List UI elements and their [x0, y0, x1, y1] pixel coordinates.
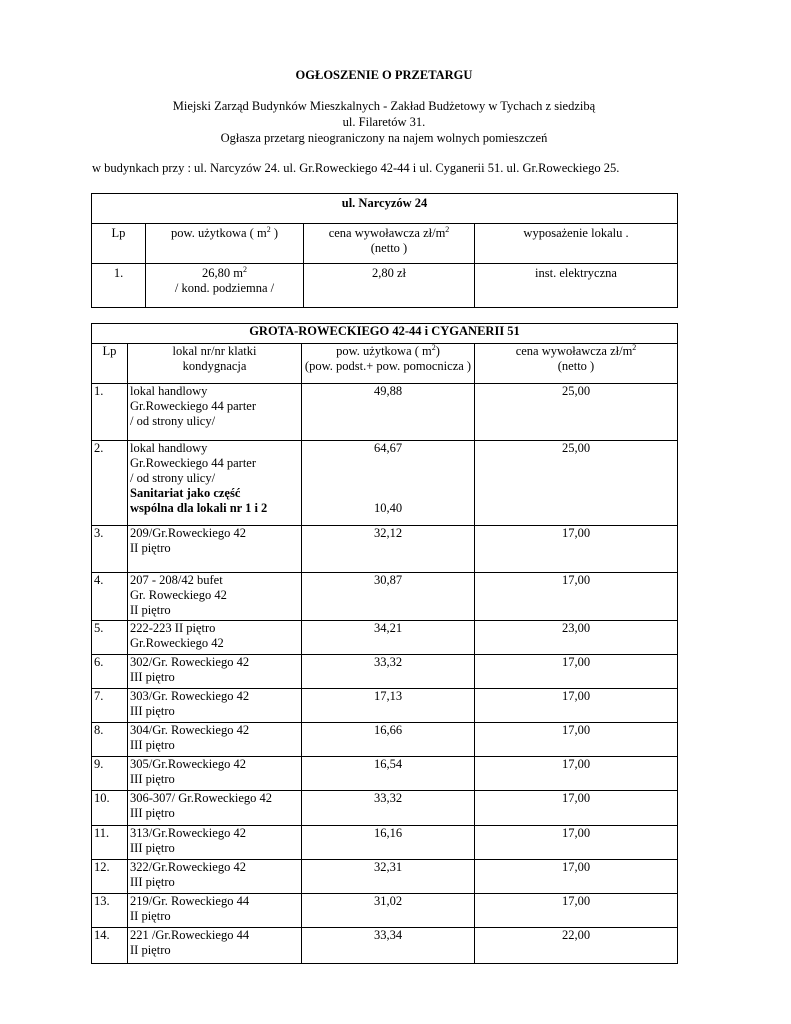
row-lp: 3.	[92, 526, 128, 573]
row-area-sup: 2	[242, 264, 247, 274]
header-price-text: cena wywoławcza zł/m	[328, 226, 446, 240]
table-row	[92, 791, 678, 826]
table-row	[92, 526, 678, 573]
row-equipment: inst. elektryczna	[475, 264, 678, 308]
row-area: 32,31	[302, 860, 475, 894]
header-area	[146, 224, 304, 264]
row-local-line: / od strony ulicy/	[130, 414, 216, 428]
row-area: 30,87	[302, 573, 475, 621]
header-local	[128, 344, 302, 384]
table-row	[92, 860, 678, 894]
row-local	[128, 621, 302, 655]
row-local-line: III piętro	[130, 772, 175, 786]
row-lp: 6.	[92, 655, 128, 689]
header-local-line-2: kondygnacja	[182, 359, 247, 373]
row-lp: 5.	[92, 621, 128, 655]
row-area: 34,21	[302, 621, 475, 655]
row-lp: 7.	[92, 689, 128, 723]
row-local-line: / od strony ulicy/	[130, 471, 216, 485]
table-row	[92, 757, 678, 791]
row-lp: 1.	[92, 384, 128, 441]
intro-block	[0, 98, 768, 146]
table-row	[92, 655, 678, 689]
row-area: 16,54	[302, 757, 475, 791]
row-local	[128, 384, 302, 441]
row-price: 25,00	[475, 441, 678, 526]
row-price: 17,00	[475, 791, 678, 826]
row-local	[128, 723, 302, 757]
row-local	[128, 441, 302, 526]
header-area-sup: 2	[266, 224, 271, 234]
roweckiego-table-heading	[92, 324, 678, 344]
table-row	[92, 621, 678, 655]
table-row	[92, 384, 678, 441]
row-lp: 10.	[92, 791, 128, 826]
table-row	[92, 826, 678, 860]
buildings-line: w budynkach przy : ul. Narcyzów 24. ul. Gr.Roweckiego 42-44 i ul. Cyganerii 51. ul. Gr.Roweckiego 25.	[92, 161, 620, 175]
header-price-sup: 2	[632, 342, 637, 352]
row-area	[302, 441, 475, 526]
row-local	[128, 826, 302, 860]
row-lp: 13.	[92, 894, 128, 928]
header-equipment: wyposażenie lokalu .	[475, 224, 678, 264]
header-price-line-2: (netto )	[557, 359, 595, 373]
row-price: 17,00	[475, 689, 678, 723]
narcyzow-header-row	[92, 224, 678, 264]
narcyzow-table	[91, 193, 678, 308]
table-row	[92, 689, 678, 723]
row-price: 17,00	[475, 860, 678, 894]
row-price: 17,00	[475, 723, 678, 757]
header-area-close: )	[270, 226, 278, 240]
row-local	[128, 860, 302, 894]
row-area	[146, 264, 304, 308]
row-local-line: 322/Gr.Roweckiego 42	[130, 860, 246, 874]
row-local-line: 313/Gr.Roweckiego 42	[130, 826, 246, 840]
row-local-line: Gr. Roweckiego 42	[130, 588, 227, 602]
row-lp: 8.	[92, 723, 128, 757]
header-lp: Lp	[92, 224, 146, 264]
row-area: 49,88	[302, 384, 475, 441]
table-row	[92, 441, 678, 526]
row-area: 17,13	[302, 689, 475, 723]
row-price: 2,80 zł	[304, 264, 475, 308]
header-area-line-1: pow. użytkowa ( m	[336, 344, 432, 358]
row-local-line: 219/Gr. Roweckiego 44	[130, 894, 250, 908]
row-local-line: 305/Gr.Roweckiego 42	[130, 757, 246, 771]
intro-line-1: Miejski Zarząd Budynków Mieszkalnych - Zakład Budżetowy w Tychach z siedzibą	[172, 99, 596, 113]
row-local-line: III piętro	[130, 806, 175, 820]
row-area: 16,16	[302, 826, 475, 860]
row-local	[128, 894, 302, 928]
row-price: 17,00	[475, 655, 678, 689]
row-local-line: lokal handlowy	[130, 384, 208, 398]
header-price	[304, 224, 475, 264]
row-local-line: 209/Gr.Roweckiego 42	[130, 526, 246, 540]
row-lp: 12.	[92, 860, 128, 894]
row-area: 33,34	[302, 928, 475, 964]
narcyzow-table-heading	[92, 194, 678, 224]
header-area-sup: 2	[431, 342, 436, 352]
row-local	[128, 655, 302, 689]
table-row	[92, 573, 678, 621]
header-price-net: (netto )	[370, 241, 408, 255]
roweckiego-header-row	[92, 344, 678, 384]
row-lp: 4.	[92, 573, 128, 621]
row-area: 32,12	[302, 526, 475, 573]
row-area: 16,66	[302, 723, 475, 757]
row-local-line: II piętro	[130, 541, 171, 555]
row-lp: 14.	[92, 928, 128, 964]
header-area	[302, 344, 475, 384]
row-local-line: 207 - 208/42 bufet	[130, 573, 223, 587]
heading-text: ul. Narcyzów 24	[341, 196, 428, 210]
row-local	[128, 526, 302, 573]
row-price: 17,00	[475, 757, 678, 791]
row-price: 17,00	[475, 894, 678, 928]
row-local	[128, 573, 302, 621]
row-local-bold-line: wspólna dla lokali nr 1 i 2	[130, 501, 268, 515]
row-lp: 1.	[92, 264, 146, 308]
header-price-sup: 2	[445, 224, 450, 234]
row-price: 25,00	[475, 384, 678, 441]
row-local	[128, 791, 302, 826]
row-lp: 11.	[92, 826, 128, 860]
row-local-line: II piętro	[130, 909, 171, 923]
document-title: OGŁOSZENIE O PRZETARGU	[295, 68, 473, 82]
row-local-line: III piętro	[130, 841, 175, 855]
row-lp: 9.	[92, 757, 128, 791]
row-price: 17,00	[475, 526, 678, 573]
row-local-line: 302/Gr. Roweckiego 42	[130, 655, 250, 669]
row-price: 23,00	[475, 621, 678, 655]
table-row	[92, 894, 678, 928]
row-local-line: III piętro	[130, 670, 175, 684]
heading-text: GROTA-ROWECKIEGO 42-44 i CYGANERII 51	[249, 324, 520, 338]
row-local-line: 304/Gr. Roweckiego 42	[130, 723, 250, 737]
row-local	[128, 757, 302, 791]
row-price: 22,00	[475, 928, 678, 964]
row-local-line: Gr.Roweckiego 44 parter	[130, 456, 257, 470]
row-area-value: 64,67	[373, 441, 403, 455]
row-local-line: 303/Gr. Roweckiego 42	[130, 689, 250, 703]
intro-line-3: Ogłasza przetarg nieograniczony na najem wolnych pomieszczeń	[220, 131, 548, 145]
row-area-note: / kond. podziemna /	[174, 281, 275, 295]
header-price	[475, 344, 678, 384]
header-area-line-2: (pow. podst.+ pow. pomocnicza )	[304, 359, 472, 373]
table-row	[92, 723, 678, 757]
row-local	[128, 689, 302, 723]
row-local-line: III piętro	[130, 704, 175, 718]
header-area-text: pow. użytkowa ( m	[171, 226, 267, 240]
row-local	[128, 928, 302, 964]
row-area: 31,02	[302, 894, 475, 928]
row-area-value: 26,80 m	[202, 266, 243, 280]
row-lp: 2.	[92, 441, 128, 526]
row-local-line: III piętro	[130, 875, 175, 889]
row-local-line: lokal handlowy	[130, 441, 208, 455]
header-local-line-1: lokal nr/nr klatki	[172, 344, 257, 358]
row-local-line: Gr.Roweckiego 42	[130, 636, 224, 650]
row-area-extra: 10,40	[373, 501, 403, 515]
header-area-close: )	[435, 344, 440, 358]
intro-line-2: ul. Filaretów 31.	[342, 115, 426, 129]
row-local-bold-line: Sanitariat jako część	[130, 486, 241, 500]
row-local-line: Gr.Roweckiego 44 parter	[130, 399, 257, 413]
row-local-line: 222-223 II piętro	[130, 621, 216, 635]
header-lp: Lp	[92, 344, 128, 384]
row-area: 33,32	[302, 655, 475, 689]
row-local-line: 221 /Gr.Roweckiego 44	[130, 928, 250, 942]
row-price: 17,00	[475, 826, 678, 860]
row-local-line: II piętro	[130, 603, 171, 617]
row-local-line: III piętro	[130, 738, 175, 752]
row-price: 17,00	[475, 573, 678, 621]
table-row	[92, 264, 678, 308]
header-price-line-1: cena wywoławcza zł/m	[515, 344, 633, 358]
roweckiego-table	[91, 323, 678, 964]
row-local-line: II piętro	[130, 943, 171, 957]
table-row	[92, 928, 678, 964]
row-local-line: 306-307/ Gr.Roweckiego 42	[130, 791, 272, 805]
row-area: 33,32	[302, 791, 475, 826]
